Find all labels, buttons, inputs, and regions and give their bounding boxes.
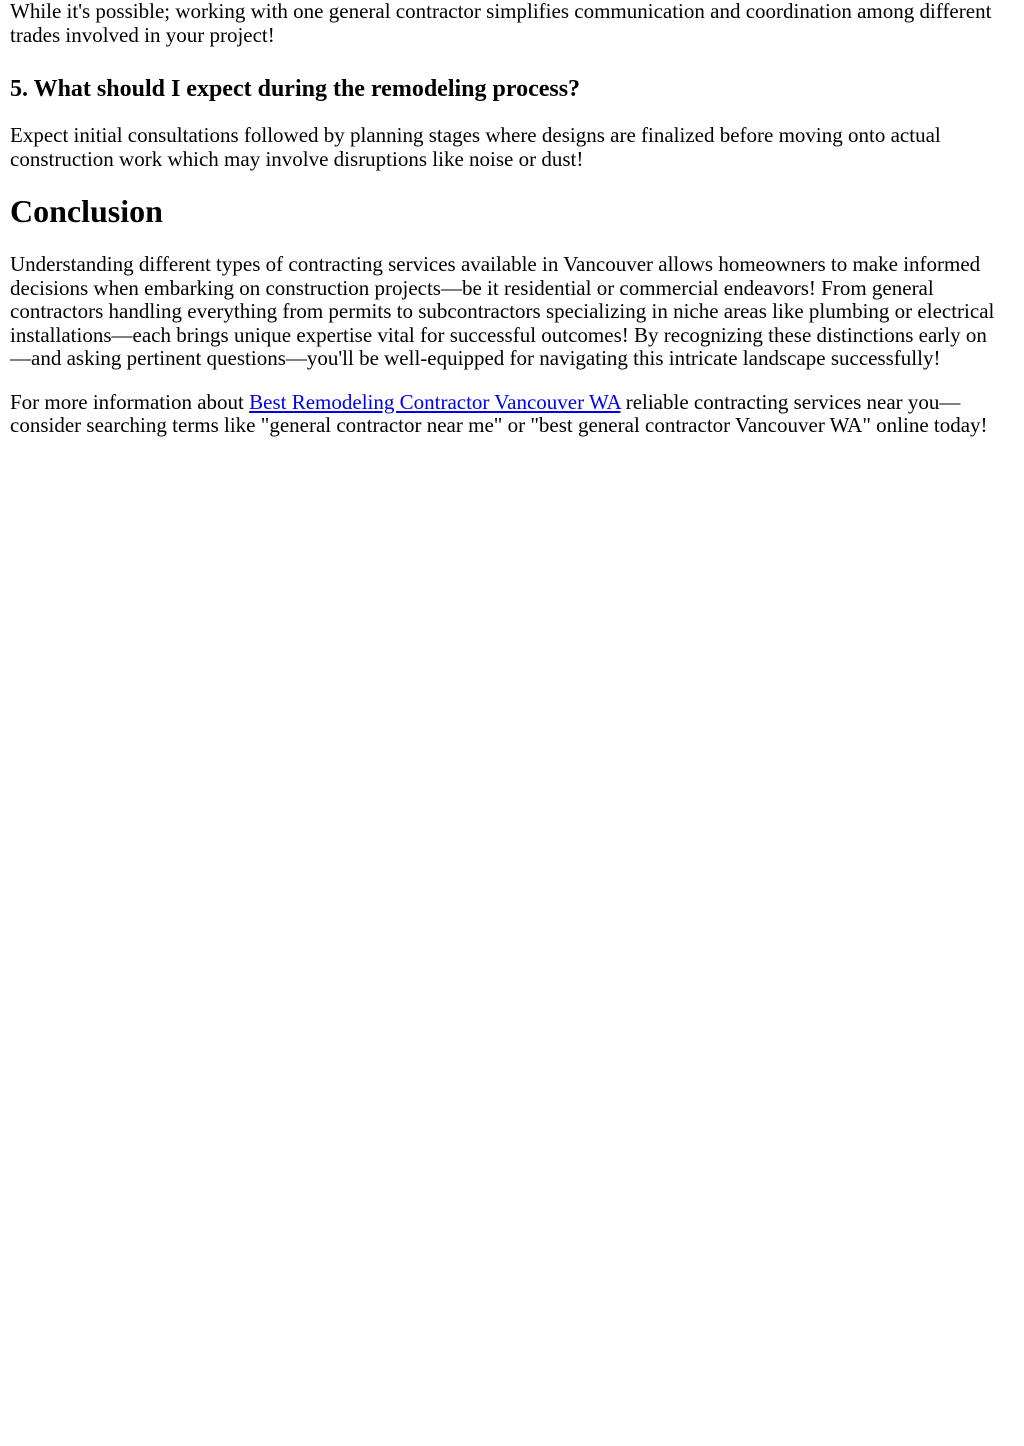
remodeling-contractor-link[interactable]: Best Remodeling Contractor Vancouver WA — [249, 389, 621, 414]
faq-answer-5: Expect initial consultations followed by planning stages where designs are finalized before moving onto actual construction work which may involve disruptions like noise or dust! — [10, 123, 941, 171]
intro-paragraph: While it's possible; working with one general contractor simplifies communication and coordination among different trades involved in your project! — [10, 0, 992, 47]
conclusion-heading: Conclusion — [10, 193, 163, 229]
faq-question-5: 5. What should I expect during the remodeling process? — [10, 76, 581, 102]
more-info-suffix: reliable contracting services near you—consider searching terms like "general contractor near me" or "best general contractor Vancouver WA" online today! — [10, 389, 988, 437]
conclusion-paragraph: Understanding different types of contracting services available in Vancouver allows homeowners to make informed decisions when embarking on construction projects—be it residential or commercial endeavors! From general contractors handling everything from permits to subcontractors specializing in niche areas like plumbing or electrical installations—each brings unique expertise vital for successful outcomes! By recognizing these distinctions early on—and asking pertinent questions—you'll be well-equipped for navigating this intricate landscape successfully! — [10, 252, 995, 370]
article-body — [0, 0, 1024, 438]
more-info-paragraph — [10, 391, 1000, 438]
more-info-prefix: For more information about — [10, 389, 250, 414]
